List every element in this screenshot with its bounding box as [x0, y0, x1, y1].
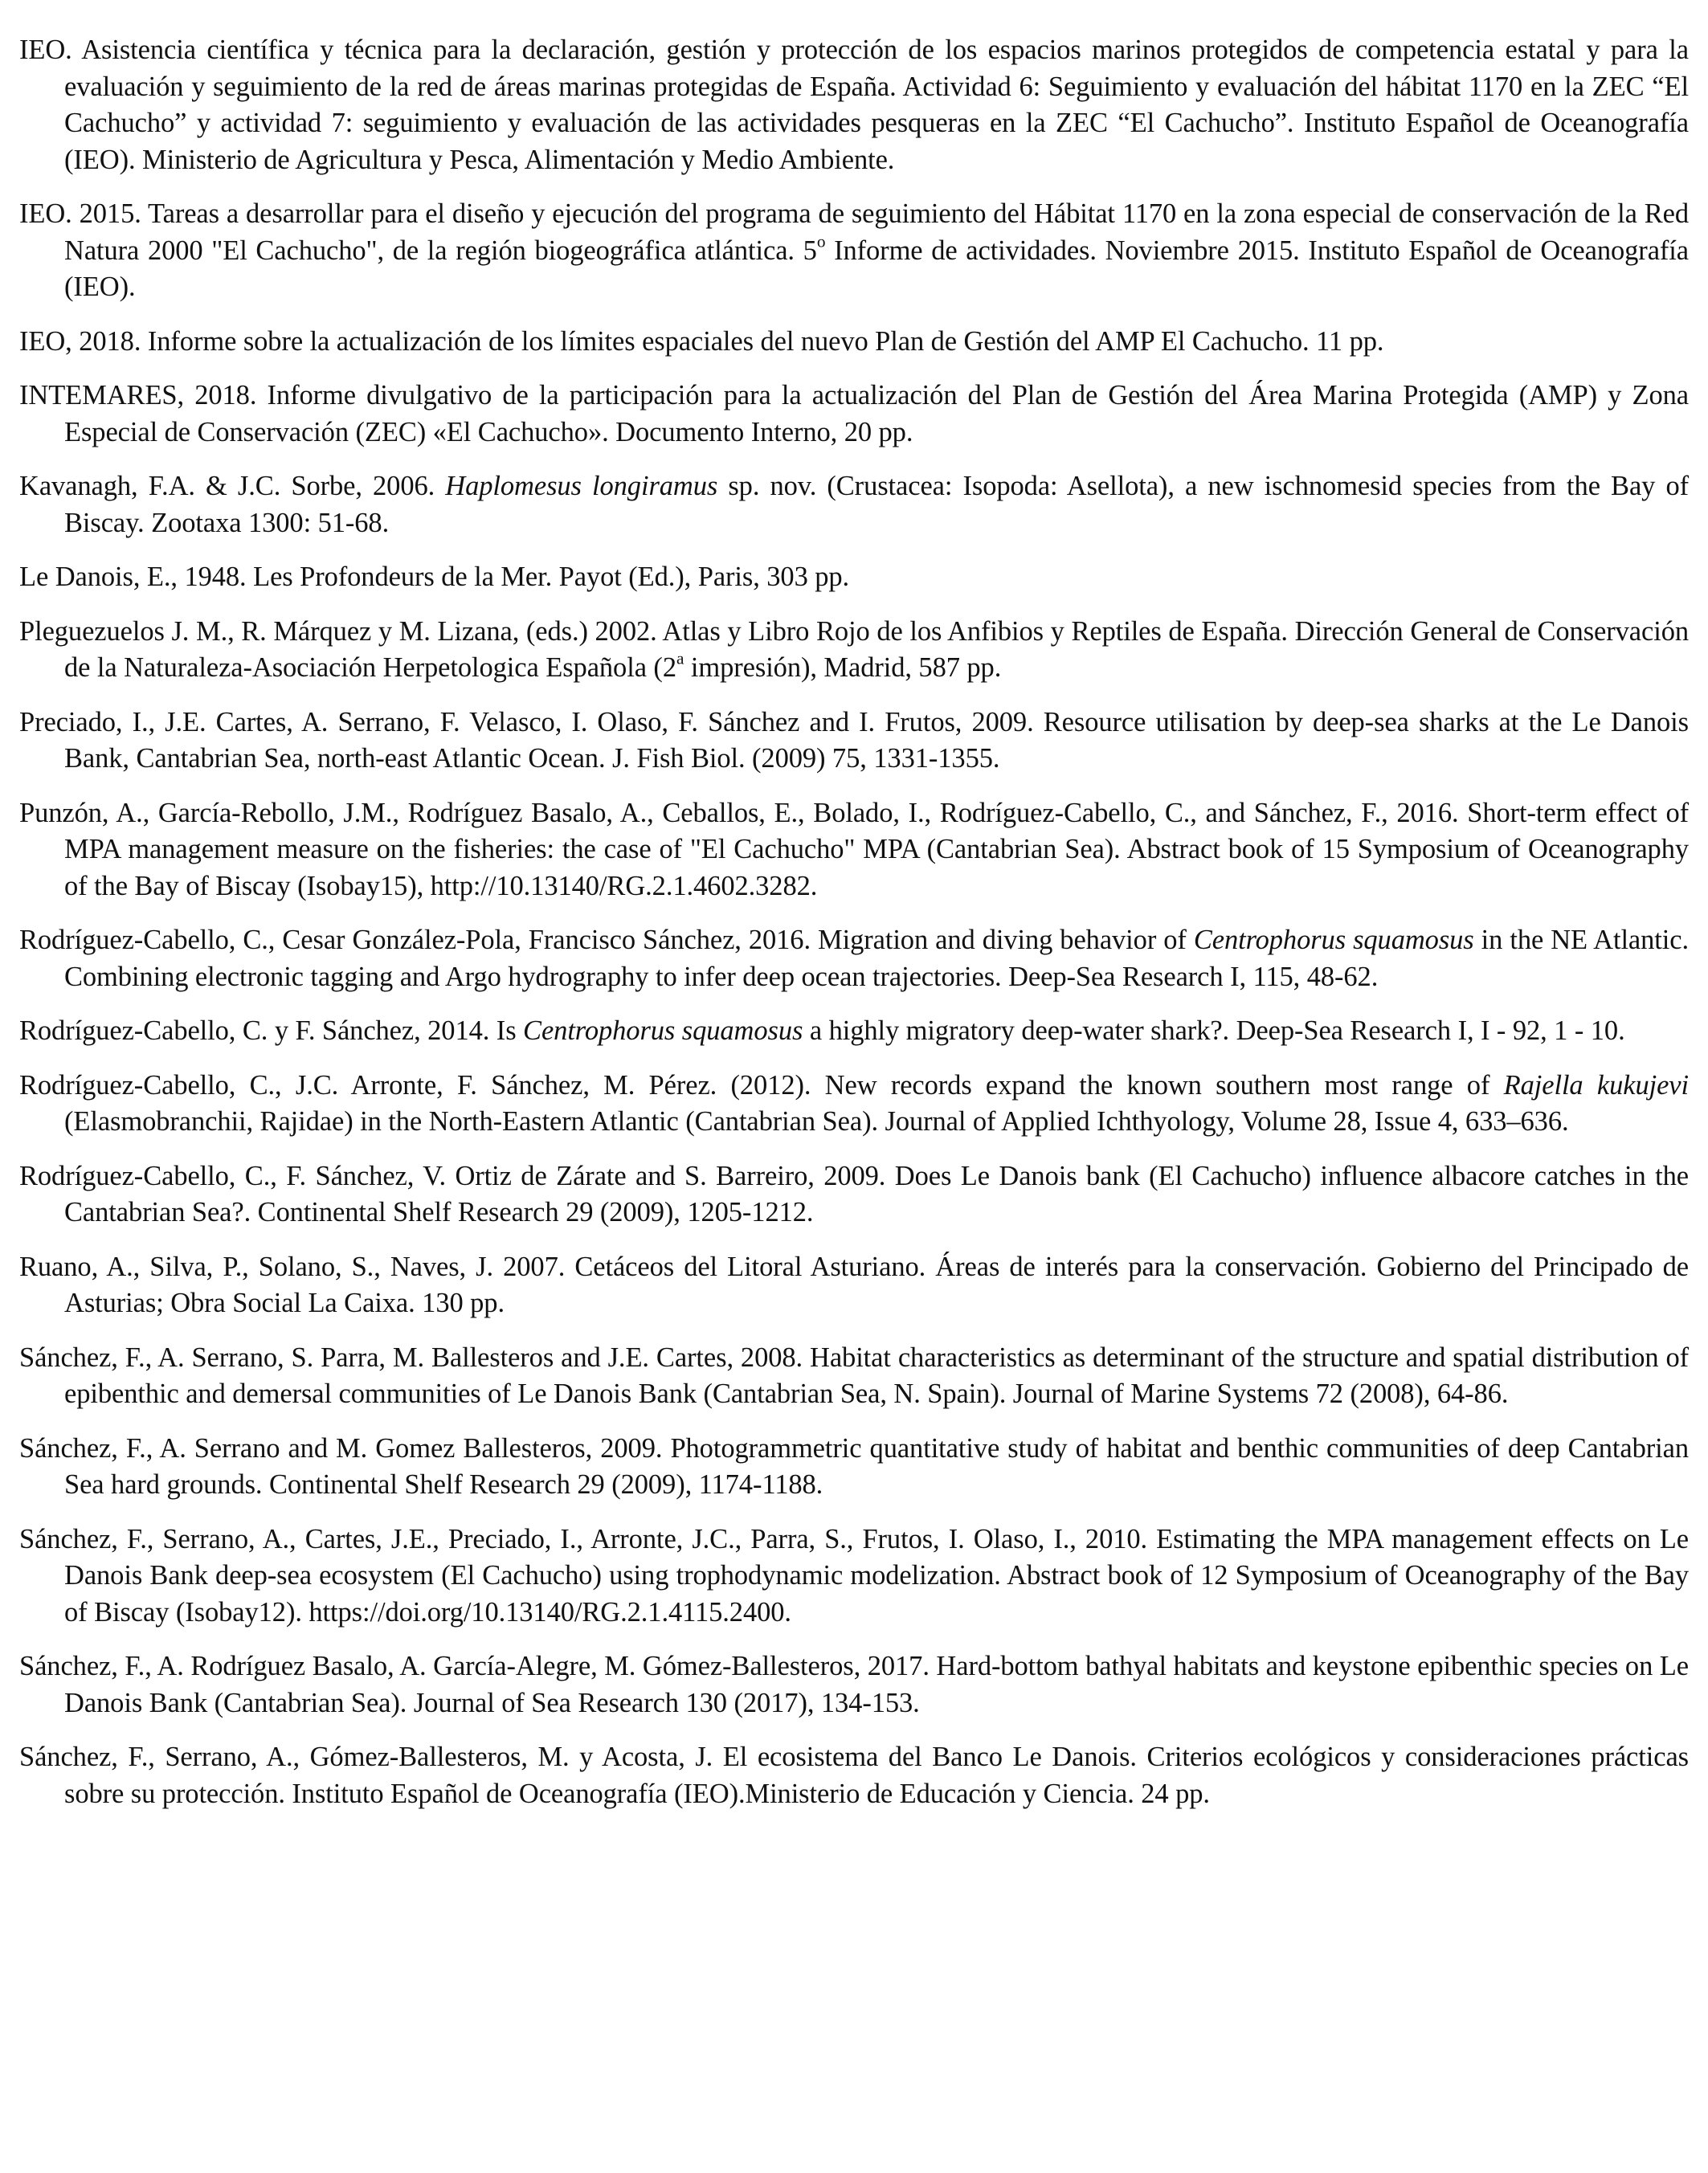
reference-text: Sánchez, F., A. Serrano and M. Gomez Ballesteros, 2009. Photogrammetric quantitative study of habitat and benthic communities of deep Cantabrian Sea hard grounds. Continental Shelf Research 29 (2009), 1174-1188. [19, 1432, 1689, 1500]
reference-text: Rodríguez-Cabello, C., F. Sánchez, V. Ortiz de Zárate and S. Barreiro, 2009. Does Le Danois bank (El Cachucho) influence albacore catches in the Cantabrian Sea?. Continental Shelf Research 29 (2009), 1205-1212. [19, 1160, 1689, 1227]
reference-entry [19, 1249, 1689, 1322]
reference-text: a highly migratory deep-water shark?. Deep-Sea Research I, I - 92, 1 - 10. [803, 1015, 1625, 1046]
species-name: Rajella kukujevi [1503, 1069, 1689, 1101]
reference-entry [19, 705, 1689, 778]
reference-list [19, 32, 1689, 1812]
reference-text: Sánchez, F., A. Rodríguez Basalo, A. García-Alegre, M. Gómez-Ballesteros, 2017. Hard-bottom bathyal habitats and keystone epibenthic species on Le Danois Bank (Cantabrian Sea). Journal of Sea Research 130 (2017), 134-153. [19, 1651, 1689, 1718]
species-name: Haplomesus longiramus [445, 471, 718, 501]
reference-text: IEO. 2015. Tareas a desarrollar para el diseño y ejecución del programa de seguimiento del Hábitat 1170 en la zona especial de conservación de la Red Natura 2000 "El Cachucho", de la región biogeográfica atlántica. 5 [19, 198, 1689, 266]
reference-text: Rodríguez-Cabello, C., Cesar González-Pola, Francisco Sánchez, 2016. Migration and diving behavior of [19, 925, 1194, 955]
reference-entry [19, 1068, 1689, 1141]
reference-text: IEO, 2018. Informe sobre la actualización de los límites espaciales del nuevo Plan de Gestión del AMP El Cachucho. 11 pp. [19, 325, 1384, 357]
reference-text: Sánchez, F., Serrano, A., Gómez-Ballesteros, M. y Acosta, J. El ecosistema del Banco Le Danois. Criterios ecológicos y consideraciones prácticas sobre su protección. Instituto Español de Oceanografía (IEO).Ministerio de Educación y Ciencia. 24 pp. [19, 1742, 1689, 1809]
species-name: Centrophorus squamosus [1193, 925, 1474, 955]
reference-text: Le Danois, E., 1948. Les Profondeurs de la Mer. Payot (Ed.), Paris, 303 pp. [19, 562, 850, 592]
reference-text: Pleguezuelos J. M., R. Márquez y M. Lizana, (eds.) 2002. Atlas y Libro Rojo de los Anfibios y Reptiles de España. Dirección General de Conservación de la Naturaleza-Asociación Herpetologica Española (2 [19, 615, 1689, 683]
superscript: o [816, 231, 826, 251]
reference-text: in the NE Atlantic. Combining electronic tagging and Argo hydrography to infer deep ocean trajectories. Deep-Sea Research I, 115, 48-62. [64, 925, 1690, 992]
reference-text: Punzón, A., García-Rebollo, J.M., Rodríguez Basalo, A., Ceballos, E., Bolado, I., Rodríguez-Cabello, C., and Sánchez, F., 2016. Short-term effect of MPA management measure on the fisheries: the case of "El Cachucho" MPA (Cantabrian Sea). Abstract book of 15 Symposium of Oceanography of the Bay of Biscay (Isobay15), http://10.13140/RG.2.1.4602.3282. [19, 797, 1689, 901]
reference-text: INTEMARES, 2018. Informe divulgativo de la participación para la actualización del Plan de Gestión del Área Marina Protegida (AMP) y Zona Especial de Conservación (ZEC) «El Cachucho». Documento Interno, 20 pp. [19, 380, 1689, 447]
reference-text: Preciado, I., J.E. Cartes, A. Serrano, F. Velasco, I. Olaso, F. Sánchez and I. Frutos, 2009. Resource utilisation by deep-sea sharks at the Le Danois Bank, Cantabrian Sea, north-east Atlantic Ocean. J. Fish Biol. (2009) 75, 1331-1355. [19, 706, 1689, 774]
reference-entry [19, 614, 1689, 687]
reference-entry [19, 32, 1689, 178]
reference-entry [19, 1013, 1689, 1050]
reference-text: Ruano, A., Silva, P., Solano, S., Naves, J. 2007. Cetáceos del Litoral Asturiano. Áreas de interés para la conservación. Gobierno del Principado de Asturias; Obra Social La Caixa. 130 pp. [19, 1251, 1689, 1318]
reference-text: Rodríguez-Cabello, C. y F. Sánchez, 2014. Is [19, 1015, 524, 1046]
reference-entry [19, 1340, 1689, 1413]
reference-text: sp. nov. (Crustacea: Isopoda: Asellota), a new ischnomesid species from the Bay of Biscay. Zootaxa 1300: 51-68. [64, 471, 1690, 538]
reference-entry [19, 196, 1689, 306]
reference-entry [19, 324, 1689, 361]
reference-text: Rodríguez-Cabello, C., J.C. Arronte, F. Sánchez, M. Pérez. (2012). New records expand the known southern most range of [19, 1069, 1504, 1101]
reference-entry [19, 1158, 1689, 1232]
reference-text: IEO. Asistencia científica y técnica para la declaración, gestión y protección de los espacios marinos protegidos de competencia estatal y para la evaluación y seguimiento de la red de áreas marinas protegidas de España. Actividad 6: Seguimiento y evaluación del hábitat 1170 en la ZEC “El Cachucho” y actividad 7: seguimiento y evaluación de las actividades pesqueras en la ZEC “El Cachucho”. Instituto Español de Oceanografía (IEO). Ministerio de Agricultura y Pesca, Alimentación y Medio Ambiente. [19, 35, 1689, 175]
reference-text: (Elasmobranchii, Rajidae) in the North-Eastern Atlantic (Cantabrian Sea). Journal of Applied Ichthyology, Volume 28, Issue 4, 633–636. [64, 1106, 1569, 1137]
reference-entry [19, 795, 1689, 905]
reference-text: impresión), Madrid, 587 pp. [684, 652, 1002, 683]
reference-entry [19, 468, 1689, 541]
reference-text: Sánchez, F., Serrano, A., Cartes, J.E., Preciado, I., Arronte, J.C., Parra, S., Frutos, I. Olaso, I., 2010. Estimating the MPA management effects on Le Danois Bank deep-sea ecosystem (El Cachucho) using trophodynamic modelization. Abstract book of 12 Symposium of Oceanography of the Bay of Biscay (Isobay12). https://doi.org/10.13140/RG.2.1.4115.2400. [19, 1523, 1689, 1628]
reference-entry [19, 559, 1689, 596]
reference-text: Kavanagh, F.A. & J.C. Sorbe, 2006. [19, 471, 446, 501]
superscript: a [676, 648, 684, 668]
species-name: Centrophorus squamosus [523, 1015, 803, 1046]
reference-entry [19, 922, 1689, 995]
reference-entry [19, 1648, 1689, 1722]
reference-entry [19, 378, 1689, 451]
reference-text: Informe de actividades. Noviembre 2015. Instituto Español de Oceanografía (IEO). [64, 235, 1689, 302]
reference-entry [19, 1431, 1689, 1504]
reference-text: Sánchez, F., A. Serrano, S. Parra, M. Ballesteros and J.E. Cartes, 2008. Habitat characteristics as determinant of the structure and spatial distribution of epibenthic and demersal communities of Le Danois Bank (Cantabrian Sea, N. Spain). Journal of Marine Systems 72 (2008), 64-86. [19, 1342, 1689, 1409]
reference-entry [19, 1739, 1689, 1812]
reference-entry [19, 1522, 1689, 1632]
